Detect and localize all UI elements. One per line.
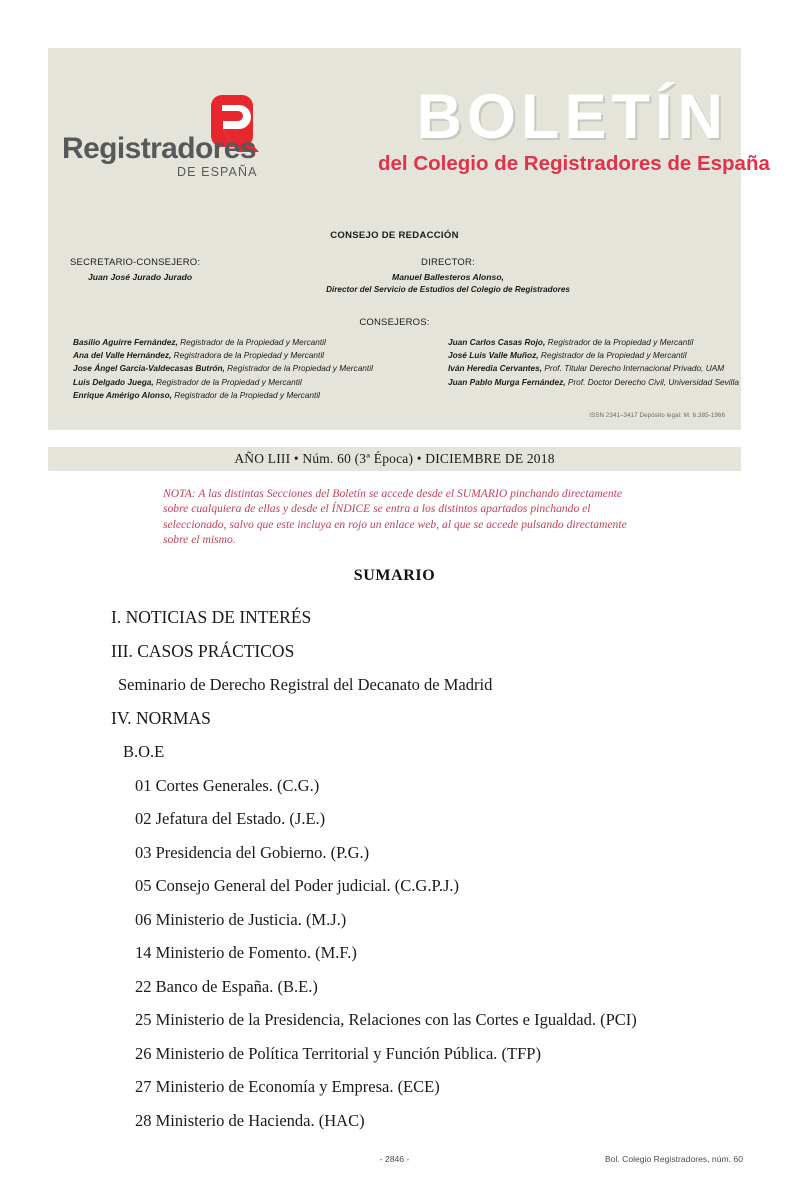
director-label: DIRECTOR: — [421, 257, 475, 268]
editorial-member — [73, 376, 418, 389]
page-footer — [0, 1154, 789, 1168]
member-role: Registrador de la Propiedad y Mercantil — [545, 337, 694, 347]
member-role: Registrador de la Propiedad y Mercantil — [177, 337, 326, 347]
toc-entry[interactable]: 02 Jefatura del Estado. (J.E.) — [135, 809, 326, 828]
nota-paragraph: NOTA: A las distintas Secciones del Boletín se accede desde el SUMARIO pinchando directamente sobre cualquiera de ellas y desde el ÍNDICE se entra a los distintos apartados pinchando el seleccionado, salvo que este incluya en rojo un enlace web, al que se accede pulsando directamente sobre el mismo. — [163, 487, 627, 547]
editorial-member — [448, 349, 748, 362]
editorial-board — [48, 230, 741, 328]
page-subtitle: del Colegio de Registradores de España — [378, 152, 770, 175]
editorial-roles — [48, 257, 741, 313]
editorial-member — [73, 389, 418, 402]
member-role: Registrador de la Propiedad y Mercantil — [153, 376, 302, 387]
toc-entry[interactable]: 25 Ministerio de la Presidencia, Relaciones con las Cortes e Igualdad. (PCI) — [135, 1010, 637, 1029]
members-label: CONSEJEROS: — [359, 317, 430, 328]
footer-reference: Bol. Colegio Registradores, núm. 60 — [604, 1154, 743, 1164]
editorial-member — [448, 336, 748, 349]
brand-logo — [62, 94, 282, 194]
editorial-member — [448, 376, 748, 389]
member-role: Registrador de la Propiedad y Mercantil — [224, 363, 373, 374]
toc-entry[interactable]: 03 Presidencia del Gobierno. (P.G.) — [135, 842, 370, 862]
toc-entry[interactable]: 14 Ministerio de Fomento. (M.F.) — [135, 943, 357, 962]
member-name: Juan Pablo Murga Fernández, — [448, 376, 566, 387]
brand-name-text: Registradores — [62, 132, 256, 165]
editorial-member — [73, 336, 418, 349]
toc-entry[interactable]: 06 Ministerio de Justicia. (M.J.) — [135, 909, 347, 929]
brand-subtitle-text: DE ESPAÑA — [177, 165, 258, 179]
member-role: Prof. Doctor Derecho Civil, Universidad Sevilla — [565, 376, 739, 387]
members-column-right — [448, 336, 748, 389]
issue-bar — [48, 447, 741, 471]
members-column-left — [73, 336, 418, 402]
toc-entry[interactable]: Seminario de Derecho Registral del Decanato de Madrid — [118, 675, 493, 694]
issue-bar-text: AÑO LIII • Núm. 60 (3ª Época) • DICIEMBRE DE 2018 — [234, 451, 555, 466]
toc-entry[interactable]: I. NOTICIAS DE INTERÉS — [111, 607, 312, 627]
toc-entry[interactable]: B.O.E — [123, 742, 165, 761]
member-role: Prof. Titular Derecho Internacional Privado, UAM — [542, 363, 725, 374]
editorial-members — [48, 336, 741, 412]
toc-entry[interactable]: 28 Ministerio de Hacienda. (HAC) — [135, 1110, 365, 1130]
toc-entry[interactable]: 01 Cortes Generales. (C.G.) — [135, 775, 320, 795]
member-name: Enrique Amérigo Alonso, — [73, 389, 172, 400]
director-name: Manuel Ballesteros Alonso, — [392, 272, 504, 282]
editorial-member — [448, 362, 748, 375]
member-name: Iván Heredia Cervantes, — [448, 363, 543, 374]
toc-entry[interactable]: 22 Banco de España. (B.E.) — [135, 976, 318, 996]
issn-legal-text: ISSN 2341–3417 Depósito legal: M. 6.385-1966 — [589, 412, 725, 419]
member-role: Registrador de la Propiedad y Mercantil — [538, 350, 687, 361]
masthead-panel — [48, 48, 770, 430]
table-of-contents — [0, 601, 789, 1137]
toc-entry[interactable]: 05 Consejo General del Poder judicial. (C.G.P.J.) — [135, 876, 459, 895]
sumario-heading: SUMARIO — [353, 567, 436, 584]
editorial-board-heading: CONSEJO DE REDACCIÓN — [330, 230, 459, 241]
member-name: Luis Delgado Juega, — [73, 376, 154, 387]
secretary-label: SECRETARIO-CONSEJERO: — [70, 257, 201, 268]
member-role: Registradora de la Propiedad y Mercantil — [171, 350, 325, 361]
member-role: Registrador de la Propiedad y Mercantil — [171, 389, 321, 400]
member-name: Juan Carlos Casas Rojo, — [448, 337, 546, 347]
director-block — [268, 257, 628, 294]
toc-entry[interactable]: III. CASOS PRÁCTICOS — [111, 640, 295, 661]
boletin-title-block — [378, 82, 770, 177]
secretary-name: Juan José Jurado Jurado — [88, 272, 193, 282]
page-title: BOLETÍN — [416, 82, 728, 152]
toc-entry[interactable]: 27 Ministerio de Economía y Empresa. (ECE) — [135, 1077, 440, 1096]
member-name: Ana del Valle Hernández, — [73, 350, 172, 361]
footer-page-number: - 2846 - — [379, 1154, 410, 1164]
toc-entry[interactable]: IV. NORMAS — [111, 707, 211, 728]
editorial-member — [73, 349, 418, 362]
toc-entry[interactable]: 26 Ministerio de Política Territorial y Función Pública. (TFP) — [135, 1043, 541, 1063]
secretary-block — [70, 257, 300, 282]
member-name: Basilio Aguirre Fernández, — [73, 337, 178, 347]
editorial-member — [73, 362, 418, 375]
member-name: José Luis Valle Muñoz, — [448, 350, 539, 361]
director-description: Director del Servicio de Estudios del Colegio de Registradores — [326, 285, 570, 294]
member-name: Jose Ángel García-Valdecasas Butrón, — [73, 363, 225, 374]
